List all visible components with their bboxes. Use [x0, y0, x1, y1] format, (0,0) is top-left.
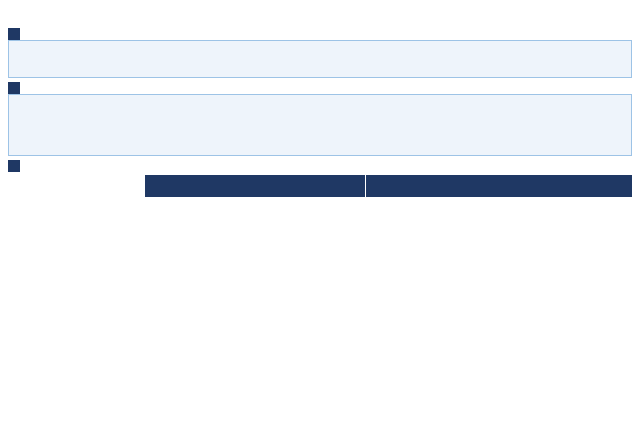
background-block [8, 40, 632, 78]
section-label-philosophy [8, 82, 20, 94]
section-label-measures [8, 160, 20, 172]
philosophy-block [8, 94, 632, 156]
title-bar [6, 4, 634, 26]
section-label-background [8, 28, 20, 40]
column-header-immediate [145, 175, 365, 197]
measures-table [8, 175, 632, 420]
column-header-future [366, 175, 632, 197]
